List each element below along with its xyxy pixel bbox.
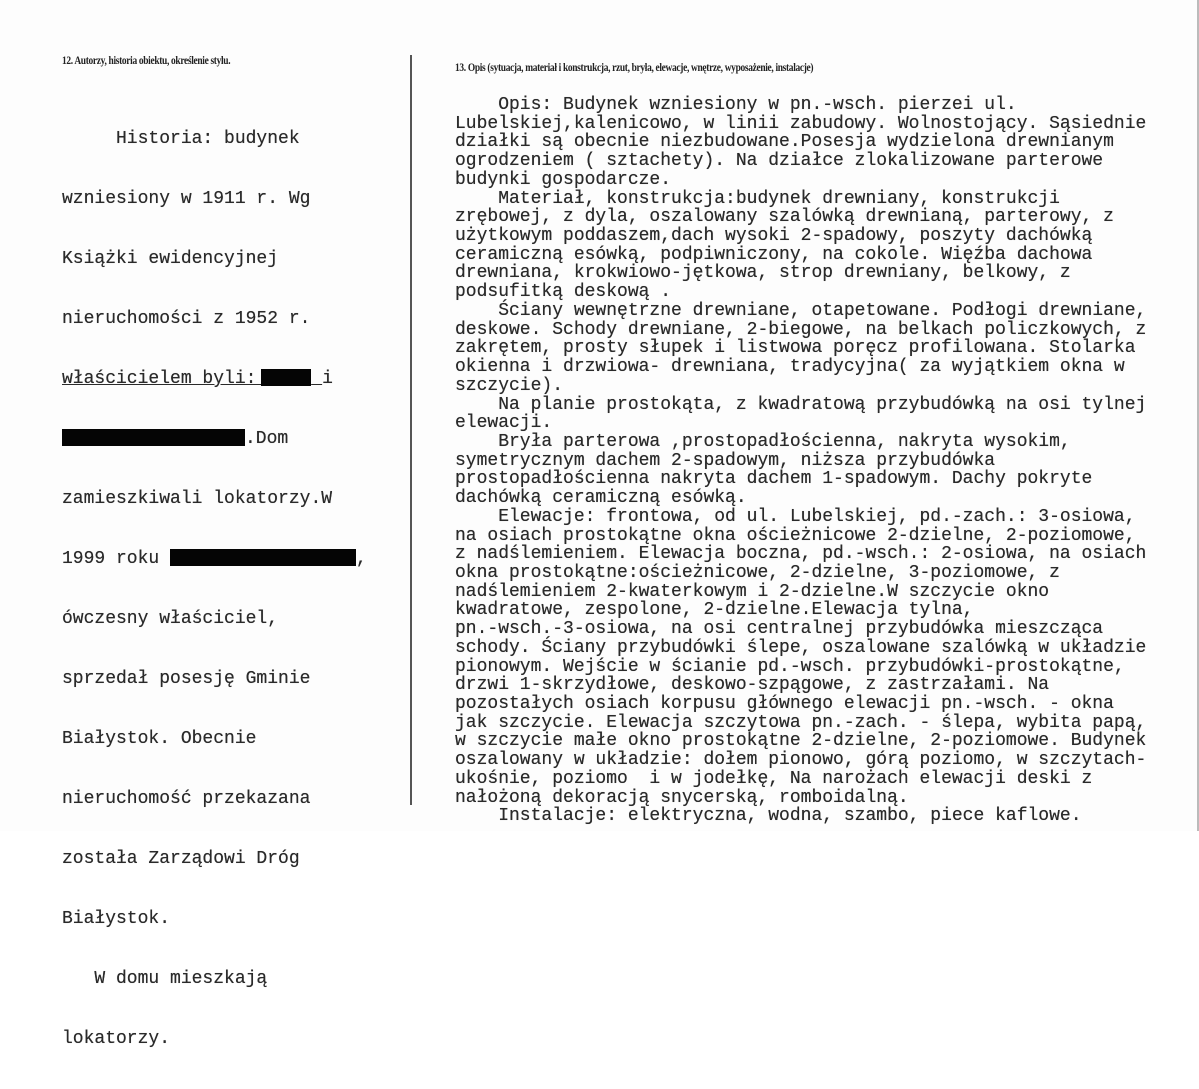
text-line: ówczesny właściciel, bbox=[62, 609, 279, 629]
text-line: Elewacje: frontowa, od ul. Lubelskiej, pd.-zach.: 3-osiowa, bbox=[455, 506, 1136, 527]
text-line: prostopadłościenna nakryta dachem 1-spadowym. Dachy pokryte bbox=[455, 469, 1093, 490]
text-line: nadślemieniem 2-kwaterkowym i 2-dzielne.W szczycie okno bbox=[455, 581, 1050, 602]
text-segment: właścicielem byli: bbox=[62, 369, 257, 389]
text-segment: .Dom bbox=[245, 429, 289, 449]
text-line: okienna i drzwiowa- drewniana, tradycyjna( za wyjątkiem okna w bbox=[455, 357, 1125, 378]
text-line: Na planie prostokąta, z kwadratową przybudówką na osi tylnej bbox=[455, 394, 1147, 415]
text-line: Bryła parterowa ,prostopadłościenna, nakryta wysokim, bbox=[455, 431, 1071, 452]
text-line: drzwi 1-skrzydłowe, deskowo-szpągowe, z zastrzałami. Na bbox=[455, 675, 1050, 696]
text-line: podsufitką deskową . bbox=[455, 282, 672, 303]
text-line: Książki ewidencyjnej bbox=[62, 249, 279, 269]
section-13-heading: 13. Opis (sytuacja, materiał i konstrukcja, rzut, bryła, elewacje, wnętrze, wyposażenie, instalacje) bbox=[455, 62, 814, 74]
text-line: Białystok. bbox=[62, 909, 171, 929]
text-line: oszalowany w układzie: dołem pionowo, górą poziomo, w szczytach- bbox=[455, 750, 1147, 771]
text-line: deskowe. Schody drewniane, 2-biegowe, na belkach policzkowych, z bbox=[455, 319, 1147, 340]
text-line: ceramiczną esówką, podpiwniczony, na cokole. Więźba dachowa bbox=[455, 244, 1093, 265]
text-line bbox=[62, 369, 367, 389]
text-line: Lubelskiej,kalenicowo, w linii zabudowy. Wolnostojący. Sąsiednie bbox=[455, 113, 1147, 134]
text-line: symetrycznym dachem 2-spadowym, niższa przybudówka bbox=[455, 450, 996, 471]
text-line: działki są obecnie niezbudowane.Posesja wydzielona drewnianym bbox=[455, 132, 1114, 153]
text-line: drewniana, krokwiowo-jętkowa, strop drewniany, belkowy, z bbox=[455, 263, 1071, 284]
text-line: schody. Ściany przybudówki ślepe, oszalowane szalówką w układzie bbox=[455, 637, 1147, 658]
text-line: nieruchomość przekazana bbox=[62, 789, 311, 809]
text-line: użytkowym poddaszem,dach wysoki 2-spadowy, poszyty dachówką bbox=[455, 226, 1093, 247]
text-line: wzniesiony w 1911 r. Wg bbox=[62, 189, 311, 209]
section-12-heading: 12. Autorzy, historia obiektu, określenie stylu. bbox=[62, 55, 231, 67]
text-line: zrębowej, z dyla, oszalowany szalówką drewnianą, parterowy, z bbox=[455, 207, 1114, 228]
text-line: Białystok. Obecnie bbox=[62, 729, 257, 749]
text-line: lokatorzy. bbox=[62, 1029, 171, 1049]
text-segment: , bbox=[356, 549, 367, 569]
text-line: Historia: budynek bbox=[62, 129, 300, 149]
text-line: dachówką ceramiczną esówką. bbox=[455, 488, 747, 509]
text-line: sprzedał posesję Gminie bbox=[62, 669, 311, 689]
text-line bbox=[62, 549, 367, 569]
text-line: Opis: Budynek wzniesiony w pn.-wsch. pierzei ul. bbox=[455, 95, 1017, 115]
text-line: szczycie). bbox=[455, 375, 564, 396]
text-line: Instalacje: elektryczna, wodna, szambo, piece kaflowe. bbox=[455, 806, 1082, 827]
text-line: budynki gospodarcze. bbox=[455, 169, 672, 190]
text-segment: i bbox=[322, 369, 333, 389]
text-line: została Zarządowi Dróg bbox=[62, 849, 300, 869]
text-line: z nadślemieniem. Elewacja boczna, pd.-wsch.: 2-osiowa, na osiach bbox=[455, 544, 1147, 565]
column-divider bbox=[410, 55, 412, 805]
text-line: ukośnie, poziomo i w jodełkę, Na narożach elewacji deski z bbox=[455, 768, 1093, 789]
text-line: nałożoną dekoracją snycerską, romboidalną. bbox=[455, 787, 909, 808]
text-line: na osiach prostokątne okna ościeżnicowe 2-dzielne, 2-poziomowe, bbox=[455, 525, 1136, 546]
text-line: ogrodzeniem ( sztachety). Na działce zlokalizowane parterowe bbox=[455, 151, 1104, 172]
text-line: elewacji. bbox=[455, 413, 553, 434]
text-line: nieruchomości z 1952 r. bbox=[62, 309, 311, 329]
text-line bbox=[62, 429, 367, 449]
history-text bbox=[62, 89, 367, 1089]
redaction-box bbox=[62, 429, 245, 446]
text-line: okna prostokątne:ościeżnicowe, 2-dzielne, 3-poziomowe, z bbox=[455, 562, 1060, 583]
description-text bbox=[455, 96, 1146, 826]
text-line: Ściany wewnętrzne drewniane, otapetowane. Podłogi drewniane, bbox=[455, 300, 1147, 321]
text-line: pn.-wsch.-3-osiowa, na osi centralnej przybudówka mieszcząca bbox=[455, 619, 1104, 640]
text-line: Materiał, konstrukcja:budynek drewniany, konstrukcji bbox=[455, 188, 1060, 209]
redaction-box bbox=[261, 369, 311, 386]
text-line: kwadratowe, zespolone, 2-dzielne.Elewacja tylna, bbox=[455, 600, 974, 621]
text-segment: 1999 roku bbox=[62, 549, 160, 569]
text-line: pozostałych osiach korpusu głównego elewacji pn.-wsch. - okna bbox=[455, 694, 1114, 714]
text-line: zakrętem, prosty słupek i listwowa poręcz profilowana. Stolarka bbox=[455, 338, 1136, 359]
text-line: w szczycie małe okno prostokątne 2-dzielne, 2-poziomowe. Budynek bbox=[455, 731, 1147, 752]
text-line: pionowym. Wejście w ścianie pd.-wsch. przybudówki-prostokątne, bbox=[455, 656, 1125, 677]
text-line: W domu mieszkają bbox=[62, 969, 268, 989]
text-line: zamieszkiwali lokatorzy.W bbox=[62, 489, 333, 509]
redaction-box bbox=[170, 549, 356, 566]
text-line: jak szczycie. Elewacja szczytowa pn.-zach. - ślepa, wybita papą, bbox=[455, 712, 1147, 733]
